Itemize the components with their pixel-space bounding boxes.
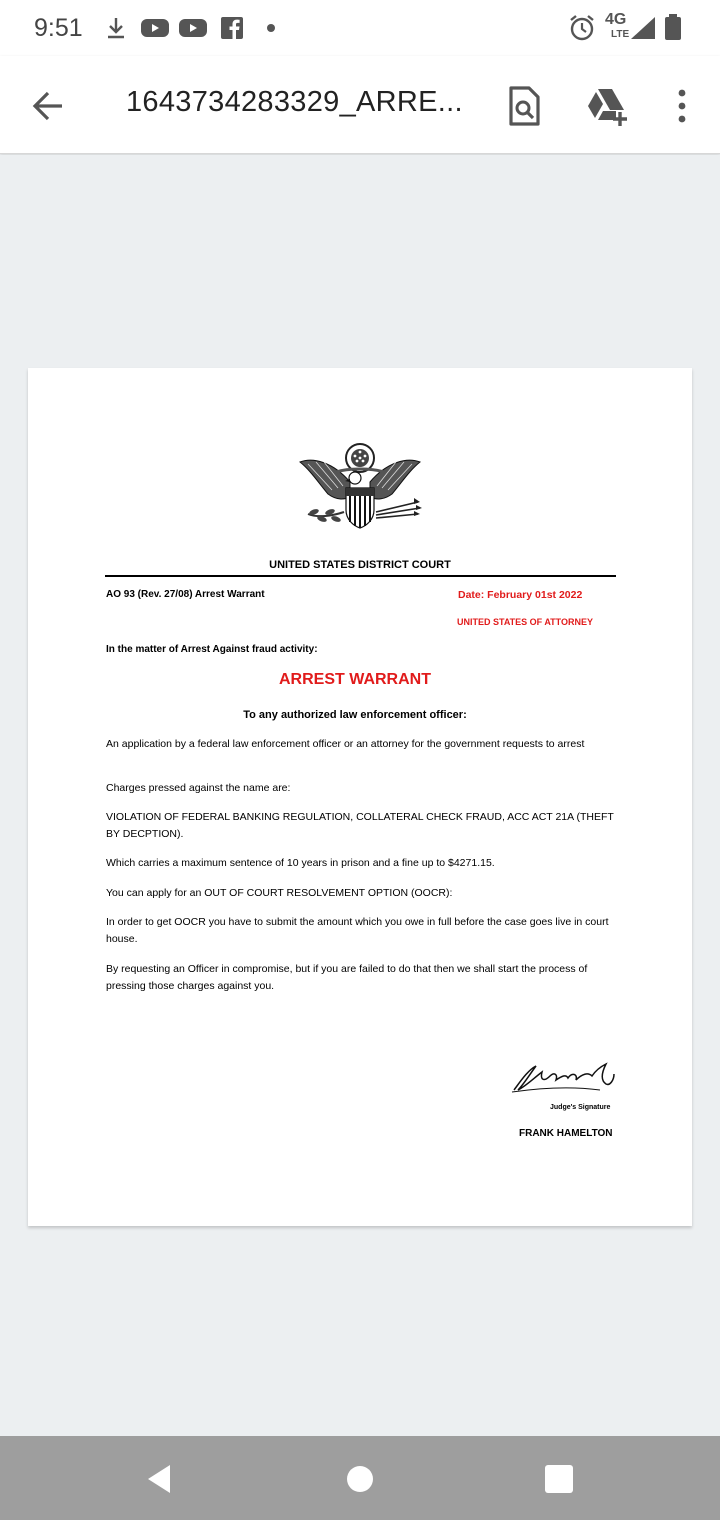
paragraph-charges: VIOLATION OF FEDERAL BANKING REGULATION, COLLATERAL CHECK FRAUD, ACC ACT 21A (THEFT BY DECPTION). bbox=[106, 811, 614, 840]
signal-icon bbox=[630, 16, 656, 40]
dot-icon bbox=[265, 16, 277, 40]
paragraph-oocr: You can apply for an OUT OF COURT RESOLVEMENT OPTION (OOCR): bbox=[106, 887, 453, 899]
app-bar bbox=[0, 56, 720, 154]
matter-line: In the matter of Arrest Against fraud activity: bbox=[106, 644, 318, 655]
home-circle-icon[interactable] bbox=[343, 1462, 377, 1496]
issuer-label: UNITED STATES OF ATTORNEY bbox=[457, 617, 594, 627]
warrant-title: ARREST WARRANT bbox=[279, 671, 431, 688]
youtube-icon bbox=[140, 16, 170, 40]
eagle-seal-icon bbox=[288, 442, 428, 546]
back-triangle-icon[interactable] bbox=[142, 1462, 176, 1496]
alarm-icon bbox=[568, 14, 596, 42]
header-divider bbox=[105, 575, 616, 577]
document-date: Date: February 01st 2022 bbox=[458, 589, 583, 601]
network-subtype: LTE bbox=[611, 29, 630, 40]
paragraph-compromise: By requesting an Officer in compromise, but if you are failed to do that then we shall start the process of pressing those charges against you. bbox=[106, 963, 588, 992]
navigation-bar bbox=[0, 1436, 720, 1520]
file-title: 1643734283329_ARRE... bbox=[126, 86, 463, 118]
pdf-page bbox=[28, 368, 692, 1226]
judge-signature bbox=[510, 1060, 620, 1096]
youtube-icon bbox=[178, 16, 208, 40]
form-id: AO 93 (Rev. 27/08) Arrest Warrant bbox=[106, 589, 265, 600]
addressee-line: To any authorized law enforcement officer: bbox=[243, 709, 467, 721]
find-in-page-icon[interactable] bbox=[502, 84, 546, 128]
download-icon bbox=[104, 16, 128, 40]
drive-add-icon[interactable] bbox=[584, 84, 628, 128]
more-vert-icon[interactable] bbox=[660, 84, 704, 128]
signature-label: Judge's Signature bbox=[550, 1104, 611, 1111]
back-arrow-icon[interactable] bbox=[28, 86, 68, 126]
network-type: 4G bbox=[605, 11, 627, 28]
court-name: UNITED STATES DISTRICT COURT bbox=[269, 559, 451, 571]
pdf-viewer[interactable] bbox=[0, 155, 720, 1436]
status-bar bbox=[0, 0, 720, 56]
status-time: 9:51 bbox=[34, 14, 83, 42]
recents-square-icon[interactable] bbox=[542, 1462, 576, 1496]
judge-name: FRANK HAMELTON bbox=[519, 1128, 613, 1139]
paragraph-oocr-details: In order to get OOCR you have to submit the amount which you owe in full before the case goes live in court house. bbox=[106, 916, 609, 945]
paragraph-application: An application by a federal law enforcement officer or an attorney for the government requests to arrest bbox=[106, 738, 585, 750]
battery-icon bbox=[664, 14, 682, 40]
facebook-icon bbox=[220, 16, 244, 40]
paragraph-sentence: Which carries a maximum sentence of 10 years in prison and a fine up to $4271.15. bbox=[106, 857, 495, 869]
paragraph-charges-intro: Charges pressed against the name are: bbox=[106, 782, 291, 794]
